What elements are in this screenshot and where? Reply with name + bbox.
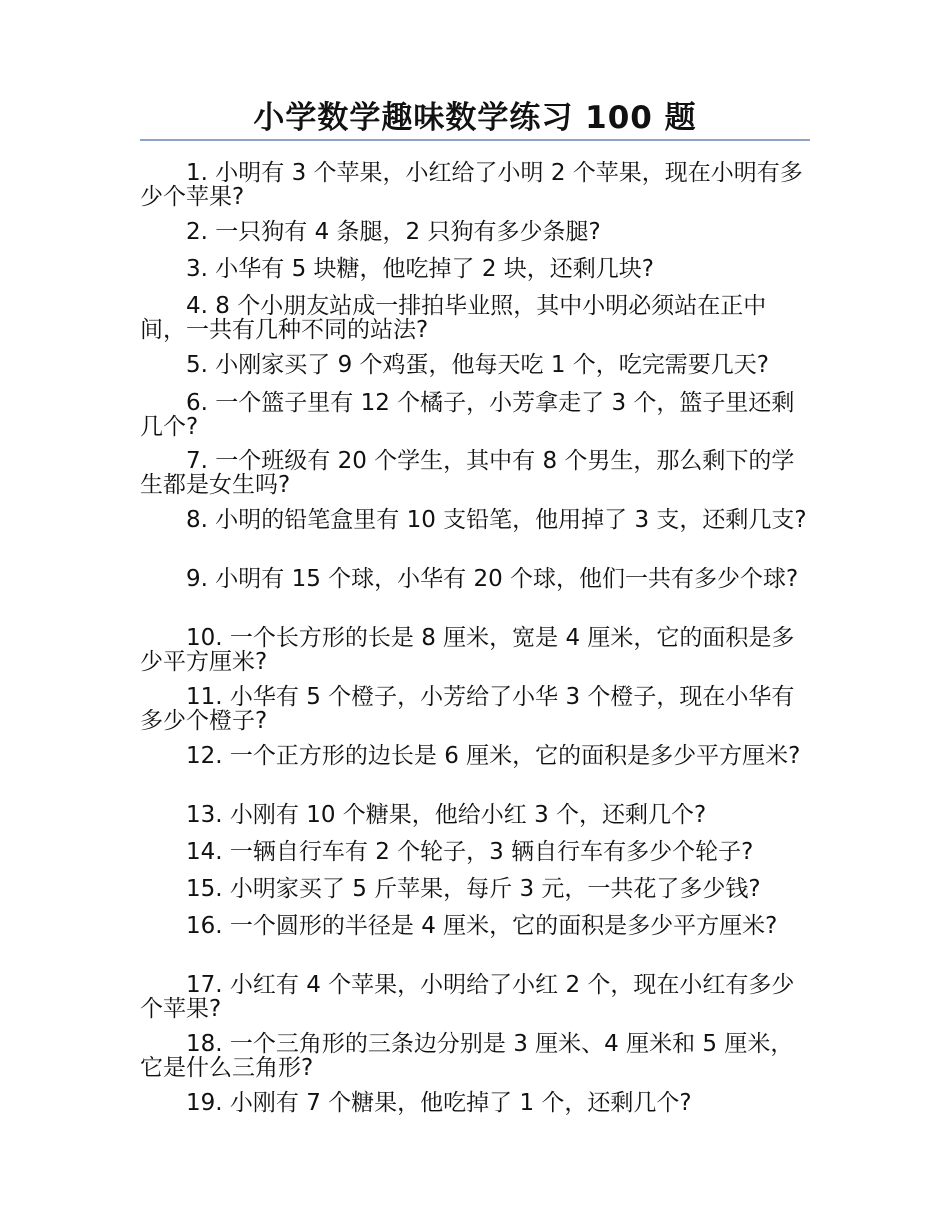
question-item: 6. 一个篮子里有 12 个橘子，小芳拿走了 3 个，篮子里还剩几个? bbox=[140, 390, 795, 440]
question-item: 10. 一个长方形的长是 8 厘米，宽是 4 厘米，它的面积是多少平方厘米? bbox=[140, 625, 795, 675]
question-item: 5. 小刚家买了 9 个鸡蛋，他每天吃 1 个，吃完需要几天? bbox=[186, 352, 769, 378]
question-item: 8. 小明的铅笔盒里有 10 支铅笔，他用掉了 3 支，还剩几支? bbox=[186, 507, 807, 533]
question-item: 9. 小明有 15 个球，小华有 20 个球，他们一共有多少个球? bbox=[186, 566, 799, 592]
question-item: 18. 一个三角形的三条边分别是 3 厘米、4 厘米和 5 厘米，它是什么三角形? bbox=[140, 1031, 794, 1081]
question-item: 7. 一个班级有 20 个学生，其中有 8 个男生，那么剩下的学生都是女生吗? bbox=[140, 448, 795, 498]
question-item: 16. 一个圆形的半径是 4 厘米，它的面积是多少平方厘米? bbox=[186, 913, 778, 939]
question-item: 12. 一个正方形的边长是 6 厘米，它的面积是多少平方厘米? bbox=[186, 743, 801, 769]
question-item: 2. 一只狗有 4 条腿，2 只狗有多少条腿? bbox=[186, 219, 601, 245]
question-item: 14. 一辆自行车有 2 个轮子，3 辆自行车有多少个轮子? bbox=[186, 839, 754, 865]
question-item: 11. 小华有 5 个橙子，小芳给了小华 3 个橙子，现在小华有多少个橙子? bbox=[140, 684, 795, 734]
question-item: 17. 小红有 4 个苹果，小明给了小红 2 个，现在小红有多少个苹果? bbox=[140, 972, 795, 1022]
question-item: 19. 小刚有 7 个糖果，他吃掉了 1 个，还剩几个? bbox=[186, 1090, 692, 1116]
document-title: 小学数学趣味数学练习 100 题 bbox=[253, 100, 697, 136]
question-item: 15. 小明家买了 5 斤苹果，每斤 3 元，一共花了多少钱? bbox=[186, 876, 761, 902]
question-item: 4. 8 个小朋友站成一排拍毕业照，其中小明必须站在正中间，一共有几种不同的站法? bbox=[140, 293, 767, 343]
question-item: 1. 小明有 3 个苹果，小红给了小明 2 个苹果，现在小明有多少个苹果? bbox=[140, 160, 803, 210]
question-item: 13. 小刚有 10 个糖果，他给小红 3 个，还剩几个? bbox=[186, 802, 707, 828]
question-item: 3. 小华有 5 块糖，他吃掉了 2 块，还剩几块? bbox=[186, 256, 654, 282]
title-underline bbox=[140, 139, 810, 141]
